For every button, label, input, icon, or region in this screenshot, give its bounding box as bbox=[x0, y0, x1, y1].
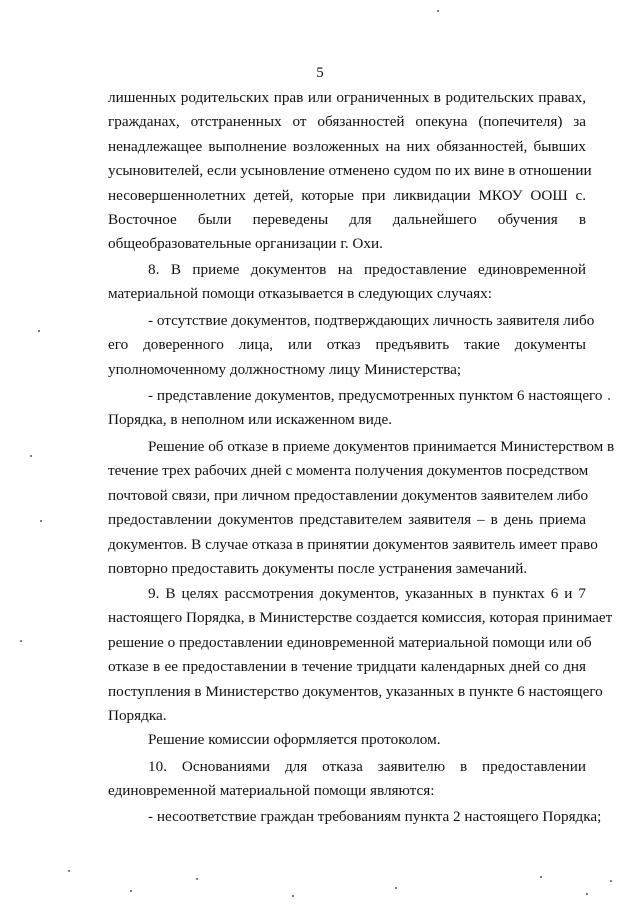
text-line: настоящего Порядка, в Министерстве создается комиссия, которая принимает bbox=[108, 609, 613, 627]
scan-speck bbox=[608, 398, 610, 400]
paragraph-item-8 bbox=[108, 258, 586, 307]
text-line: гражданах, отстраненных от обязанностей опекуна (попечителя) за bbox=[108, 113, 586, 131]
page-number: 5 bbox=[316, 65, 324, 81]
text-line: уполномоченному должностному лицу Министерства; bbox=[108, 360, 462, 378]
paragraph-item-9 bbox=[108, 582, 613, 728]
text-line: Восточное были переведены для дальнейшего обучения в bbox=[108, 211, 586, 229]
text-line: Порядка, в неполном или искаженном виде. bbox=[108, 411, 393, 429]
text-line: Порядка. bbox=[108, 707, 167, 725]
paragraph-refusal-decision bbox=[108, 435, 615, 581]
text-line: отказе в ее предоставлении в течение тридцати календарных дней со дня bbox=[108, 658, 586, 676]
text-line: документов. В случае отказа в принятии документов заявитель имеет право bbox=[108, 535, 598, 553]
scan-speck bbox=[292, 895, 294, 897]
scan-speck bbox=[40, 520, 42, 522]
text-line: - представление документов, предусмотренных пунктом 6 настоящего bbox=[148, 387, 603, 404]
paragraph-continuation bbox=[108, 86, 592, 257]
text-line: усыновителей, если усыновление отменено судом по их вине в отношении bbox=[108, 162, 592, 180]
scan-speck bbox=[395, 887, 397, 889]
paragraph-dash-item-3 bbox=[108, 805, 602, 829]
text-line: - несоответствие граждан требованиям пункта 2 настоящего Порядка; bbox=[148, 808, 602, 825]
paragraph-item-10 bbox=[108, 755, 586, 804]
scan-speck bbox=[30, 455, 32, 457]
scan-speck bbox=[610, 880, 612, 882]
scan-speck bbox=[196, 878, 198, 880]
text-line: 9. В целях рассмотрения документов, указанных в пунктах 6 и 7 bbox=[148, 585, 586, 602]
text-line: Решение об отказе в приеме документов принимается Министерством в bbox=[148, 438, 615, 455]
paragraph-commission-decision bbox=[108, 728, 586, 752]
text-line: лишенных родительских прав или ограниченных в родительских правах, bbox=[108, 89, 586, 106]
text-line: общеобразовательные организации г. Охи. bbox=[108, 235, 383, 253]
text-line: - отсутствие документов, подтверждающих личность заявителя либо bbox=[148, 312, 595, 329]
text-line: несовершеннолетних детей, которые при ликвидации МКОУ ООШ с. bbox=[108, 186, 586, 204]
text-line: почтовой связи, при личном предоставлении документов заявителем либо bbox=[108, 486, 589, 504]
scan-speck bbox=[130, 890, 132, 892]
text-line: Решение комиссии оформляется протоколом. bbox=[148, 731, 441, 748]
text-line: 10. Основаниями для отказа заявителю в предоставлении bbox=[148, 758, 586, 775]
text-line: ненадлежащее выполнение возложенных на них обязанностей, бывших bbox=[108, 137, 586, 155]
text-line: материальной помощи отказывается в следующих случаях: bbox=[108, 285, 492, 303]
paragraph-dash-item-2 bbox=[108, 384, 603, 433]
text-line: предоставлении документов представителем заявителя – в день приема bbox=[108, 511, 586, 529]
text-line: единовременной материальной помощи являются: bbox=[108, 782, 435, 800]
scan-speck bbox=[20, 640, 22, 642]
paragraph-dash-item-1 bbox=[108, 309, 595, 382]
text-line: повторно предоставить документы после устранения замечаний. bbox=[108, 560, 528, 578]
scan-speck bbox=[68, 870, 70, 872]
text-line: решение о предоставлении единовременной материальной помощи или об bbox=[108, 633, 592, 651]
text-line: 8. В приеме документов на предоставление единовременной bbox=[148, 261, 586, 278]
text-line: течение трех рабочих дней с момента получения документов посредством bbox=[108, 462, 589, 480]
scan-speck bbox=[437, 10, 439, 12]
scan-speck bbox=[540, 876, 542, 878]
text-line: его доверенного лица, или отказ предъявить такие документы bbox=[108, 336, 586, 354]
text-line: поступления в Министерство документов, указанных в пункте 6 настоящего bbox=[108, 682, 603, 700]
scan-speck bbox=[38, 330, 40, 332]
scan-speck bbox=[586, 893, 588, 895]
